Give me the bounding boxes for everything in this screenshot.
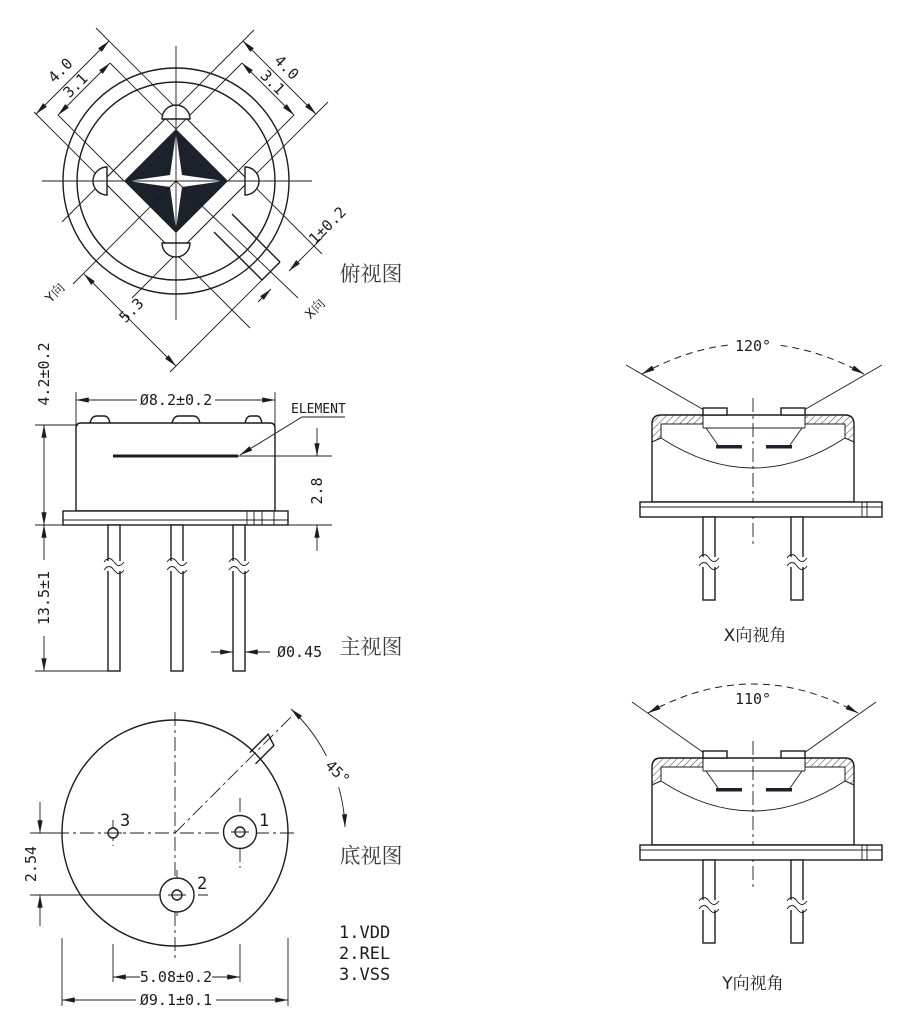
dim-pin-offset: 2.54 [22, 845, 40, 883]
can-body [76, 423, 275, 511]
legend-pin-1: 1.VDD [339, 923, 391, 943]
y-axis-line [73, 181, 176, 284]
index-tab [250, 734, 274, 764]
dim-pin-spacing: 5.08±0.2 [139, 968, 213, 986]
x-fov-angle: 120° [734, 337, 772, 355]
dim-outer-right: 4.0 [270, 51, 303, 84]
y-fov-angle: 110° [734, 690, 772, 708]
element-bar-right [766, 788, 792, 792]
dim-lead-length: 13.5±1 [35, 570, 53, 626]
flange [640, 845, 882, 860]
y-angle-view-title: Y向视角 [722, 974, 784, 994]
front-view [35, 342, 403, 671]
dim-tab-angle: 45° [321, 756, 354, 789]
bottom-view [22, 709, 403, 1009]
dim-lead-dia: Ø0.45 [277, 643, 323, 661]
pin-2-number: 2 [197, 874, 208, 894]
flange [640, 502, 882, 517]
element-bar-left [716, 788, 742, 792]
front-view-title: 主视图 [339, 635, 403, 659]
x-axis-line [176, 181, 298, 298]
element-label: ELEMENT [291, 402, 346, 417]
y-angle-view [632, 684, 882, 994]
pin-1-number: 1 [259, 811, 270, 831]
x-axis-label: X向 [302, 296, 329, 323]
pin-1 [224, 798, 257, 868]
tab-centerline [175, 717, 291, 833]
x-angle-view [626, 334, 882, 646]
dim-cap-dia: Ø8.2±0.2 [139, 391, 213, 409]
dim-case-height: 4.2±0.2 [35, 342, 53, 406]
element-bar-left [716, 445, 742, 449]
legend-pin-2: 2.REL [339, 944, 391, 964]
dim-element-height: 2.8 [308, 477, 326, 505]
dim-outer-left: 4.0 [44, 54, 77, 87]
y-axis-label: Y向 [42, 280, 69, 307]
top-view [34, 28, 403, 372]
x-angle-view-title: X向视角 [723, 626, 787, 646]
dim-tab-width: 1±0.2 [305, 203, 350, 248]
bottom-view-title: 底视图 [339, 844, 403, 868]
dim-flange-dia: Ø9.1±0.1 [139, 991, 213, 1009]
top-view-title: 俯视图 [339, 262, 403, 286]
dim-inner-right: 3.1 [256, 66, 289, 99]
element-bar-right [766, 445, 792, 449]
dim-inner-left: 3.1 [59, 69, 92, 102]
pin-3-number: 3 [120, 811, 131, 831]
leads [104, 525, 249, 671]
legend-pin-3: 3.VSS [339, 965, 391, 985]
pin-legend [339, 923, 390, 985]
dim-diagonal: 5.3 [115, 294, 148, 327]
